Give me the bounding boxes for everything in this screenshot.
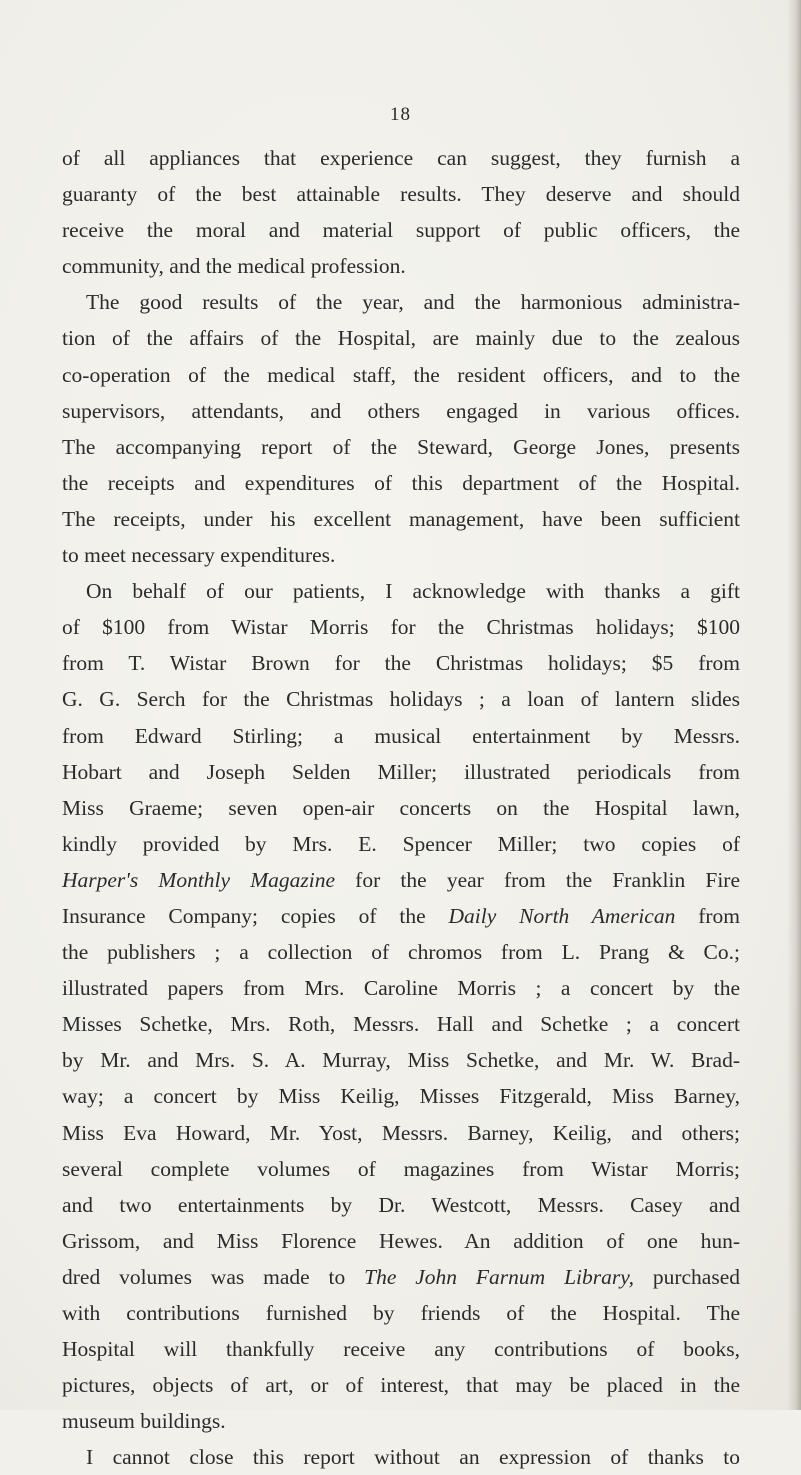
text-line: guaranty of the best attainable results. They deserve and should xyxy=(62,182,740,207)
italic-title: Harper's Monthly Magazine xyxy=(62,867,336,892)
text-line: Misses Schetke, Mrs. Roth, Messrs. Hall and Schetke ; a concert xyxy=(62,1012,740,1037)
text-line: dred volumes was made to The John Farnum Library, purchased xyxy=(62,1264,741,1289)
text-line: Miss Eva Howard, Mr. Yost, Messrs. Barney, Keilig, and others; xyxy=(62,1120,740,1145)
text-line: pictures, objects of art, or of interest, that may be placed in the xyxy=(62,1373,740,1398)
text-line: to meet necessary expenditures. xyxy=(62,543,336,568)
text-line: the publishers ; a collection of chromos from L. Prang & Co.; xyxy=(62,940,740,965)
text-line: with contributions furnished by friends of the Hospital. The xyxy=(62,1301,740,1325)
text-line: The receipts, under his excellent management, have been sufficient xyxy=(62,506,740,531)
text-line: several complete volumes of magazines from Wistar Morris; xyxy=(62,1156,740,1181)
text-line: G. G. Serch for the Christmas holidays ; a loan of lantern slides xyxy=(62,687,740,712)
text-line: community, and the medical profession. xyxy=(62,254,406,279)
text-line: the receipts and expenditures of this department of the Hospital. xyxy=(62,470,740,495)
text-line: co-operation of the medical staff, the resident officers, and to the xyxy=(62,362,740,387)
text-line: I cannot close this report without an expression of thanks to xyxy=(86,1445,740,1470)
page-number: 18 xyxy=(390,104,411,125)
text-line: Grissom, and Miss Florence Hewes. An addition of one hun- xyxy=(62,1228,740,1253)
text-line: Miss Graeme; seven open-air concerts on the Hospital lawn, xyxy=(62,795,740,820)
text-line: by Mr. and Mrs. S. A. Murray, Miss Schetke, and Mr. W. Brad- xyxy=(62,1048,740,1073)
text-line: of all appliances that experience can suggest, they furnish a xyxy=(62,146,740,170)
text-line: The accompanying report of the Steward, George Jones, presents xyxy=(62,434,740,459)
text-line: The good results of the year, and the harmonious administra- xyxy=(86,290,740,315)
text-line: way; a concert by Miss Keilig, Misses Fitzgerald, Miss Barney, xyxy=(62,1084,740,1109)
italic-title: Daily North American xyxy=(448,903,676,928)
page-edge-shadow xyxy=(787,0,801,1410)
text-line: and two entertainments by Dr. Westcott, Messrs. Casey and xyxy=(62,1192,740,1217)
text-line: supervisors, attendants, and others engaged in various offices. xyxy=(62,398,740,423)
text-line: Insurance Company; copies of the Daily North American from xyxy=(62,903,740,928)
text-line: from Edward Stirling; a musical entertainment by Messrs. xyxy=(62,723,740,748)
text-line: On behalf of our patients, I acknowledge with thanks a gift xyxy=(86,579,740,604)
text-line: receive the moral and material support of public officers, the xyxy=(62,218,740,243)
text-line: museum buildings. xyxy=(62,1409,226,1434)
text-line: Harper's Monthly Magazine for the year from the Franklin Fire xyxy=(62,867,740,892)
text-line: from T. Wistar Brown for the Christmas holidays; $5 from xyxy=(62,651,740,676)
text-line: illustrated papers from Mrs. Caroline Morris ; a concert by the xyxy=(62,976,740,1001)
italic-title: The John Farnum Library, xyxy=(364,1264,634,1289)
text-line: Hobart and Joseph Selden Miller; illustrated periodicals from xyxy=(62,759,740,784)
text-line: kindly provided by Mrs. E. Spencer Miller; two copies of xyxy=(62,831,740,856)
text-line: tion of the affairs of the Hospital, are mainly due to the zealous xyxy=(62,326,740,351)
text-line: Hospital will thankfully receive any contributions of books, xyxy=(62,1337,740,1362)
body-text xyxy=(62,140,740,1475)
text-line: of $100 from Wistar Morris for the Christmas holidays; $100 xyxy=(62,615,740,640)
